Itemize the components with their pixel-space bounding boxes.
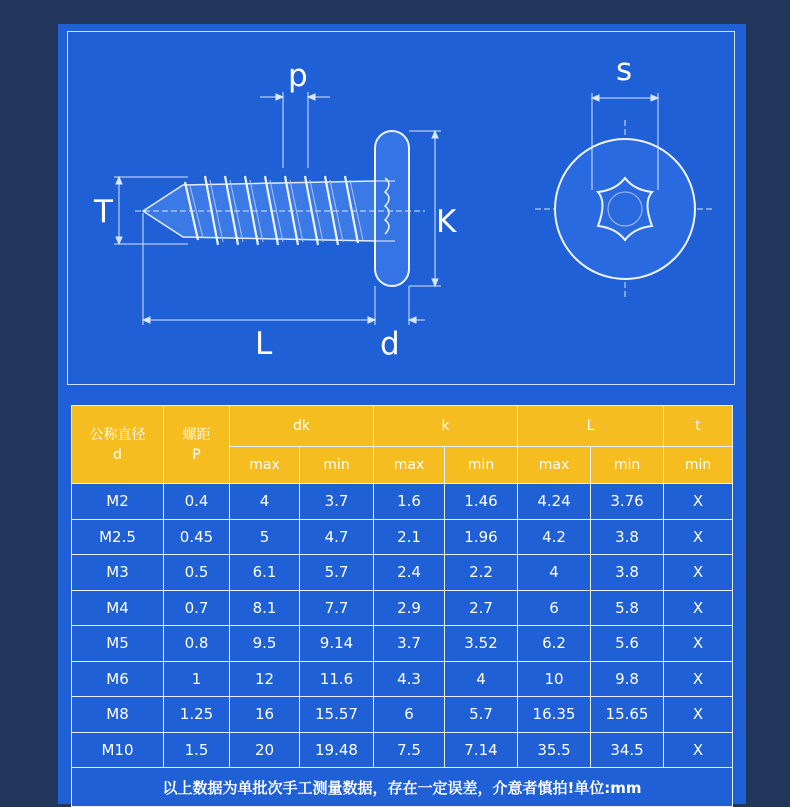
table-row <box>72 661 733 697</box>
label-t: T <box>94 194 113 230</box>
table-cell: 16.35 <box>518 697 591 733</box>
table-cell: X <box>664 697 733 733</box>
table-cell: 5.6 <box>591 626 664 662</box>
table-cell: 7.7 <box>300 590 374 626</box>
screw-top-view <box>535 120 715 300</box>
sub-header: min <box>300 447 374 484</box>
table-row <box>72 484 733 520</box>
table-cell: 9.14 <box>300 626 374 662</box>
screw-diagram <box>0 0 790 400</box>
screw-side-view <box>143 131 409 286</box>
label-s: s <box>616 52 633 88</box>
label-d: d <box>380 326 400 362</box>
table-cell: 0.4 <box>164 484 230 520</box>
table-cell: 2.1 <box>374 519 445 555</box>
table-cell: 4.7 <box>300 519 374 555</box>
table-cell: 3.7 <box>374 626 445 662</box>
label-l: L <box>255 326 273 362</box>
table-cell: 3.52 <box>445 626 518 662</box>
table-cell: 4 <box>445 661 518 697</box>
table-cell: 0.7 <box>164 590 230 626</box>
table-cell: 9.8 <box>591 661 664 697</box>
table-row <box>72 555 733 591</box>
table-cell: 1.25 <box>164 697 230 733</box>
table-footer-note: 以上数据为单批次手工测量数据，存在一定误差，介意者慎拍!单位:mm <box>72 768 733 807</box>
table-cell: 0.5 <box>164 555 230 591</box>
table-cell: 15.65 <box>591 697 664 733</box>
header-t: t <box>664 406 733 447</box>
table-cell: 2.9 <box>374 590 445 626</box>
table-cell: 4.3 <box>374 661 445 697</box>
table-cell: 2.4 <box>374 555 445 591</box>
table-cell: X <box>664 519 733 555</box>
table-cell: M2 <box>72 484 164 520</box>
sub-header: max <box>374 447 445 484</box>
table-cell: M3 <box>72 555 164 591</box>
sub-header: max <box>230 447 300 484</box>
table-row <box>72 732 733 768</box>
sub-header: min <box>445 447 518 484</box>
table-cell: 6.2 <box>518 626 591 662</box>
table-cell: 1.96 <box>445 519 518 555</box>
table-cell: M8 <box>72 697 164 733</box>
table-cell: M6 <box>72 661 164 697</box>
table-cell: M5 <box>72 626 164 662</box>
table-cell: X <box>664 626 733 662</box>
table-cell: X <box>664 484 733 520</box>
table-cell: 19.48 <box>300 732 374 768</box>
table-cell: 6 <box>374 697 445 733</box>
table-cell: 4.2 <box>518 519 591 555</box>
header-l: L <box>518 406 664 447</box>
table-cell: 3.8 <box>591 519 664 555</box>
table-row <box>72 697 733 733</box>
table-cell: X <box>664 732 733 768</box>
table-row <box>72 519 733 555</box>
table-cell: 35.5 <box>518 732 591 768</box>
table-cell: 20 <box>230 732 300 768</box>
table-cell: 0.8 <box>164 626 230 662</box>
table-cell: 5.7 <box>300 555 374 591</box>
table-cell: 5.8 <box>591 590 664 626</box>
table-cell: 11.6 <box>300 661 374 697</box>
table-cell: 4.24 <box>518 484 591 520</box>
table-row <box>72 590 733 626</box>
table-cell: 2.2 <box>445 555 518 591</box>
table-cell: X <box>664 555 733 591</box>
table-cell: 0.45 <box>164 519 230 555</box>
sub-header: min <box>591 447 664 484</box>
table-cell: 1 <box>164 661 230 697</box>
table-cell: 6.1 <box>230 555 300 591</box>
table-cell: 8.1 <box>230 590 300 626</box>
table-cell: 3.8 <box>591 555 664 591</box>
table-cell: 12 <box>230 661 300 697</box>
table-cell: 3.7 <box>300 484 374 520</box>
label-p: p <box>288 58 308 94</box>
table-cell: 1.5 <box>164 732 230 768</box>
table-cell: 9.5 <box>230 626 300 662</box>
table-cell: M10 <box>72 732 164 768</box>
table-cell: M2.5 <box>72 519 164 555</box>
table-cell: M4 <box>72 590 164 626</box>
table-cell: 5.7 <box>445 697 518 733</box>
table-cell: 5 <box>230 519 300 555</box>
header-dk: dk <box>230 406 374 447</box>
table-body <box>72 484 733 768</box>
spec-table <box>71 405 733 807</box>
table-cell: X <box>664 590 733 626</box>
sub-header: max <box>518 447 591 484</box>
table-row <box>72 626 733 662</box>
header-pitch: 螺距 P <box>164 406 230 484</box>
table-cell: 3.76 <box>591 484 664 520</box>
table-cell: 2.7 <box>445 590 518 626</box>
table-cell: 6 <box>518 590 591 626</box>
header-nominal-diameter: 公称直径 d <box>72 406 164 484</box>
table-cell: X <box>664 661 733 697</box>
table-cell: 1.6 <box>374 484 445 520</box>
table-cell: 10 <box>518 661 591 697</box>
table-cell: 1.46 <box>445 484 518 520</box>
table-cell: 7.14 <box>445 732 518 768</box>
table-cell: 4 <box>518 555 591 591</box>
header-k: k <box>374 406 518 447</box>
table-cell: 7.5 <box>374 732 445 768</box>
label-k: K <box>436 204 457 240</box>
table-cell: 4 <box>230 484 300 520</box>
table-cell: 16 <box>230 697 300 733</box>
table-cell: 34.5 <box>591 732 664 768</box>
sub-header: min <box>664 447 733 484</box>
table-cell: 15.57 <box>300 697 374 733</box>
